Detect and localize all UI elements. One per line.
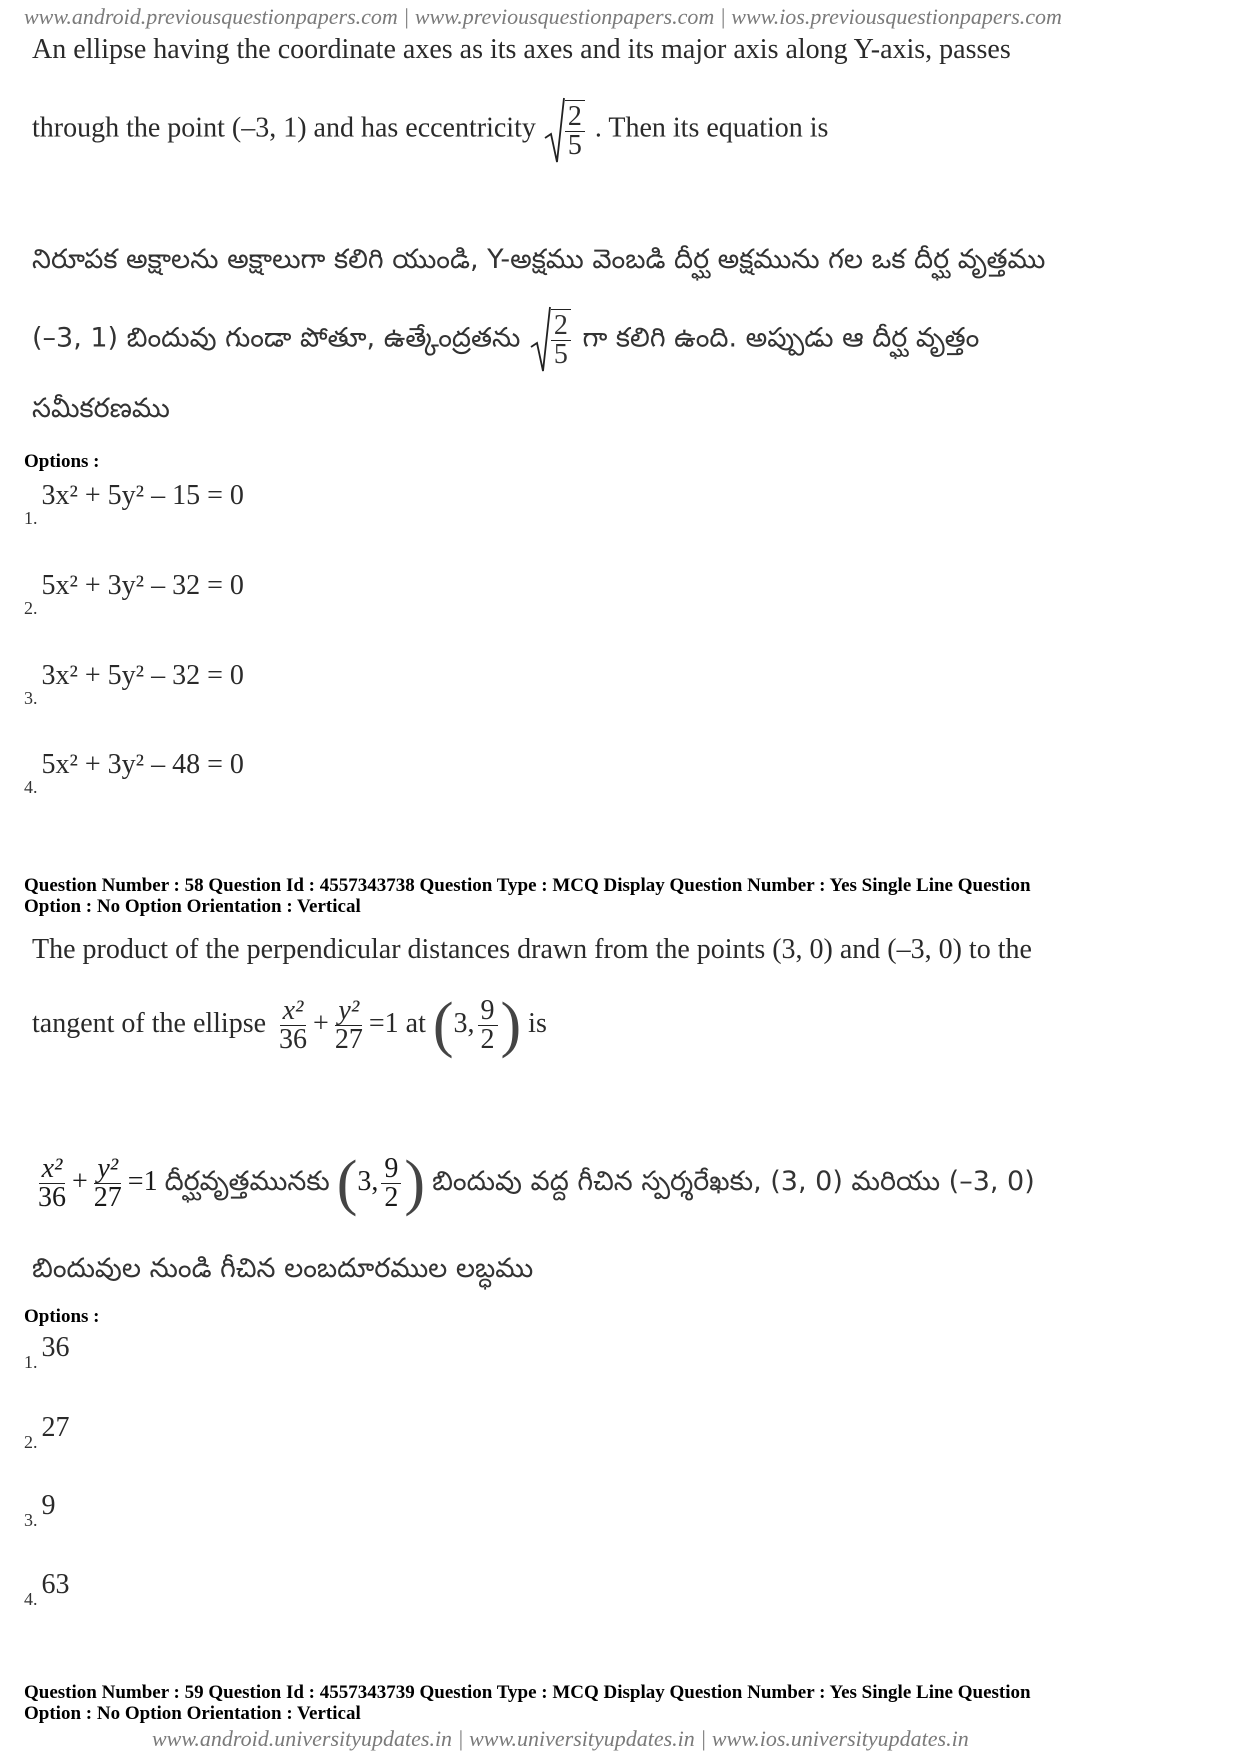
- option-text: 63: [41, 1569, 70, 1600]
- q57-option-3[interactable]: [24, 660, 244, 708]
- q57-en-line2a: through the point (–3, 1) and has eccentricity: [32, 112, 536, 144]
- q58-en-line1: The product of the perpendicular distances drawn from the points (3, 0) and (–3, 0) to the: [32, 934, 1032, 965]
- te-eq-x-den: 36: [38, 1182, 66, 1213]
- point-den: 2: [480, 1024, 495, 1055]
- option-text: 9: [41, 1490, 56, 1521]
- option-text: 36: [41, 1332, 70, 1363]
- q57-te-line3: సమీకరణము: [32, 393, 170, 424]
- option-number: 3.: [24, 1510, 38, 1530]
- te-point-a: 3,: [357, 1165, 379, 1197]
- point-num: 9: [478, 997, 498, 1026]
- te-eq-y-frac: [91, 1155, 125, 1212]
- te-eq-plus: +: [72, 1165, 88, 1197]
- q58-en-line2: [32, 990, 547, 1061]
- q59-meta-line1: Question Number : 59 Question Id : 4557343739 Question Type : MCQ Display Question Number : Yes Single Line Question: [24, 1682, 1031, 1703]
- option-number: 4.: [24, 777, 38, 797]
- q57-option-2[interactable]: [24, 570, 244, 618]
- q57-option-1[interactable]: [24, 480, 244, 528]
- eq-y-den: 27: [334, 1024, 363, 1055]
- eq-x-den: 36: [279, 1024, 308, 1055]
- te-eq-x-num: x²: [39, 1155, 66, 1184]
- te-eq-y-num: y²: [94, 1155, 121, 1184]
- q58-option-1[interactable]: [24, 1332, 70, 1372]
- option-number: 1.: [24, 508, 38, 528]
- q58-te-line1: [32, 1148, 1035, 1219]
- eq-x-frac: [276, 997, 310, 1054]
- q58-en-is: is: [528, 1007, 547, 1039]
- option-number: 2.: [24, 598, 38, 618]
- left-paren: (: [432, 991, 454, 1059]
- eq-x-num: x²: [280, 997, 307, 1026]
- q57-te-line2: [32, 303, 979, 375]
- q57-te-line1: నిరూపక అక్షాలను అక్షాలుగా కలిగి యుండి, Y-అక్షము వెంబడి దీర్ఘ అక్షమును గల ఒక దీర్ఘ వృత్తము: [32, 244, 1046, 275]
- q58-options-label: Options :: [24, 1306, 100, 1327]
- option-text: 5x² + 3y² – 32 = 0: [41, 570, 244, 601]
- point-frac: [478, 997, 498, 1054]
- eccentricity-radical-te: [529, 303, 574, 375]
- ecc-num-te: 2: [551, 312, 571, 341]
- eccentricity-radical: [543, 94, 588, 166]
- eq-y-frac: [332, 997, 366, 1054]
- watermark-bottom: www.android.universityupdates.in | www.universityupdates.in | www.ios.universityupdates.in: [152, 1726, 969, 1751]
- option-number: 1.: [24, 1352, 38, 1372]
- q58-en-at: at: [405, 1007, 426, 1039]
- te-right-paren: ): [404, 1149, 426, 1217]
- option-text: 5x² + 3y² – 48 = 0: [41, 749, 244, 780]
- option-text: 27: [41, 1412, 70, 1443]
- option-number: 4.: [24, 1589, 38, 1609]
- te-point-den: 2: [384, 1182, 399, 1213]
- q57-te-line2a: (–3, 1) బిందువు గుండా పోతూ, ఉత్కేంద్రతను: [32, 322, 521, 354]
- ecc-den: 5: [567, 130, 582, 161]
- q59-meta-line2: Option : No Option Orientation : Vertical: [24, 1703, 361, 1724]
- q58-option-4[interactable]: [24, 1569, 70, 1609]
- q58-te-line1b: దీర్ఘవృత్తమునకు: [164, 1165, 330, 1197]
- te-point-num: 9: [381, 1155, 401, 1184]
- te-eq-rhs: =1: [127, 1165, 158, 1197]
- eq-y-num: y²: [335, 997, 362, 1026]
- q58-option-3[interactable]: [24, 1490, 56, 1530]
- q57-en-line2: [32, 94, 828, 166]
- q58-te-line2: బిందువుల నుండి గీచిన లంబదూరముల లబ్ధము: [32, 1253, 534, 1284]
- q58-te-line1c: బిందువు వద్ద గీచిన స్పర్శరేఖకు, (3, 0) మరియు (–3, 0): [432, 1165, 1035, 1197]
- te-left-paren: (: [336, 1149, 358, 1217]
- right-paren: ): [500, 991, 522, 1059]
- watermark-top: www.android.previousquestionpapers.com | www.previousquestionpapers.com | www.ios.previousquestionpapers.com: [24, 4, 1062, 29]
- ecc-num: 2: [565, 103, 585, 132]
- q57-option-4[interactable]: [24, 749, 244, 797]
- q57-options-label: Options :: [24, 451, 100, 472]
- point-a: 3,: [453, 1007, 475, 1039]
- q58-option-2[interactable]: [24, 1412, 70, 1452]
- q58-meta-line2: Option : No Option Orientation : Vertical: [24, 896, 361, 917]
- te-point-frac: [381, 1155, 401, 1212]
- option-text: 3x² + 5y² – 32 = 0: [41, 660, 244, 691]
- ecc-den-te: 5: [553, 339, 568, 370]
- q58-en-line2a: tangent of the ellipse: [32, 1007, 267, 1039]
- te-eq-y-den: 27: [93, 1182, 122, 1213]
- q57-en-line1: An ellipse having the coordinate axes as its axes and its major axis along Y-axis, passes: [32, 34, 1011, 65]
- q57-te-line2b: గా కలిగి ఉంది. అప్పుడు ఆ దీర్ఘ వృత్తం: [582, 322, 980, 354]
- eq-plus: +: [313, 1007, 329, 1039]
- q58-meta-line1: Question Number : 58 Question Id : 4557343738 Question Type : MCQ Display Question Number : Yes Single Line Question: [24, 875, 1031, 896]
- option-text: 3x² + 5y² – 15 = 0: [41, 480, 244, 511]
- option-number: 3.: [24, 688, 38, 708]
- eq-rhs: =1: [368, 1007, 399, 1039]
- q57-en-line2b: . Then its equation is: [594, 112, 829, 144]
- te-eq-x-frac: [35, 1155, 69, 1212]
- option-number: 2.: [24, 1432, 38, 1452]
